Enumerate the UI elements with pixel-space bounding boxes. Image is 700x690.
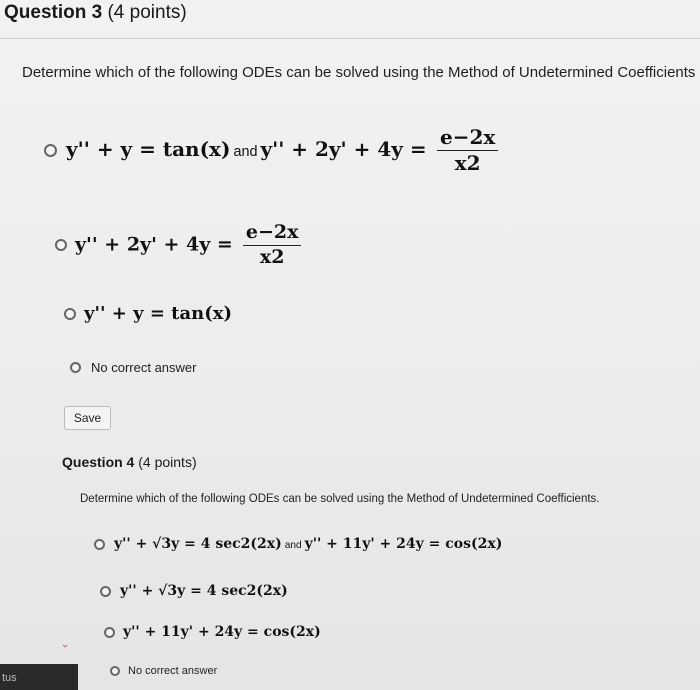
q3-option-1-denominator: x2	[454, 151, 481, 175]
q3-option-1-numerator: e−2x	[437, 126, 498, 151]
q4-option-1-equation	[114, 536, 502, 552]
q4-option-2-radio[interactable]	[100, 586, 111, 597]
q4-option-3-equation: y'' + 11y' + 24y = cos(2x)	[123, 624, 321, 640]
q4-option-2-equation: y'' + √3y = 4 sec2(2x)	[120, 583, 288, 599]
q3-option-3[interactable]	[64, 303, 232, 324]
q3-option-1-eq2-lhs: y'' + 2y' + 4y =	[260, 137, 427, 161]
q3-option-2-fraction	[243, 222, 302, 269]
q4-option-1-eq1: y'' + √3y = 4 sec2(2x)	[114, 536, 282, 552]
q3-option-2-denominator: x2	[259, 245, 285, 268]
q4-option-4[interactable]	[110, 665, 217, 677]
q3-option-1-equation	[66, 126, 502, 175]
q3-option-2-equation	[75, 222, 305, 269]
question-3-label: Question 3	[4, 2, 103, 23]
question-4-heading	[62, 454, 197, 470]
status-tab[interactable]: tus	[0, 664, 78, 690]
q3-option-2-radio[interactable]	[55, 239, 67, 251]
q3-option-4-radio[interactable]	[70, 362, 81, 373]
q3-option-3-equation: y'' + y = tan(x)	[84, 303, 232, 324]
q3-option-1-radio[interactable]	[44, 144, 57, 157]
question-3-prompt: Determine which of the following ODEs can be solved using the Method of Undetermined Coefficients	[22, 64, 696, 81]
q4-option-2[interactable]	[100, 583, 288, 599]
question-3-heading	[4, 2, 187, 24]
q3-option-1-fraction	[437, 126, 498, 175]
q4-option-1-eq2: y'' + 11y' + 24y = cos(2x)	[304, 536, 503, 552]
q3-option-1-joiner: and	[233, 144, 258, 160]
q3-option-2[interactable]	[55, 222, 305, 269]
q3-option-4[interactable]	[70, 360, 196, 375]
question-3-points: (4 points)	[107, 2, 187, 23]
header-divider	[0, 38, 700, 39]
chevron-right-icon: ›	[58, 644, 71, 648]
q4-option-1-joiner: and	[284, 540, 302, 551]
q3-option-3-radio[interactable]	[64, 308, 76, 320]
save-button[interactable]: Save	[64, 406, 111, 430]
q3-option-2-numerator: e−2x	[243, 222, 302, 246]
q3-option-4-label: No correct answer	[91, 360, 197, 375]
q4-option-4-radio[interactable]	[110, 666, 120, 676]
q3-option-1-eq1: y'' + y = tan(x)	[66, 137, 231, 161]
q3-option-1[interactable]	[44, 126, 502, 175]
q4-option-1[interactable]	[94, 536, 502, 552]
q4-option-4-label: No correct answer	[128, 665, 218, 677]
q4-option-3-radio[interactable]	[104, 627, 115, 638]
q3-option-2-lhs: y'' + 2y' + 4y =	[75, 233, 233, 256]
question-4-points: (4 points)	[138, 454, 197, 470]
question-4-label: Question 4	[62, 454, 135, 470]
q4-option-1-radio[interactable]	[94, 539, 105, 550]
question-4-prompt: Determine which of the following ODEs can be solved using the Method of Undetermined Coefficients.	[80, 493, 600, 505]
q4-option-3[interactable]	[104, 624, 321, 640]
